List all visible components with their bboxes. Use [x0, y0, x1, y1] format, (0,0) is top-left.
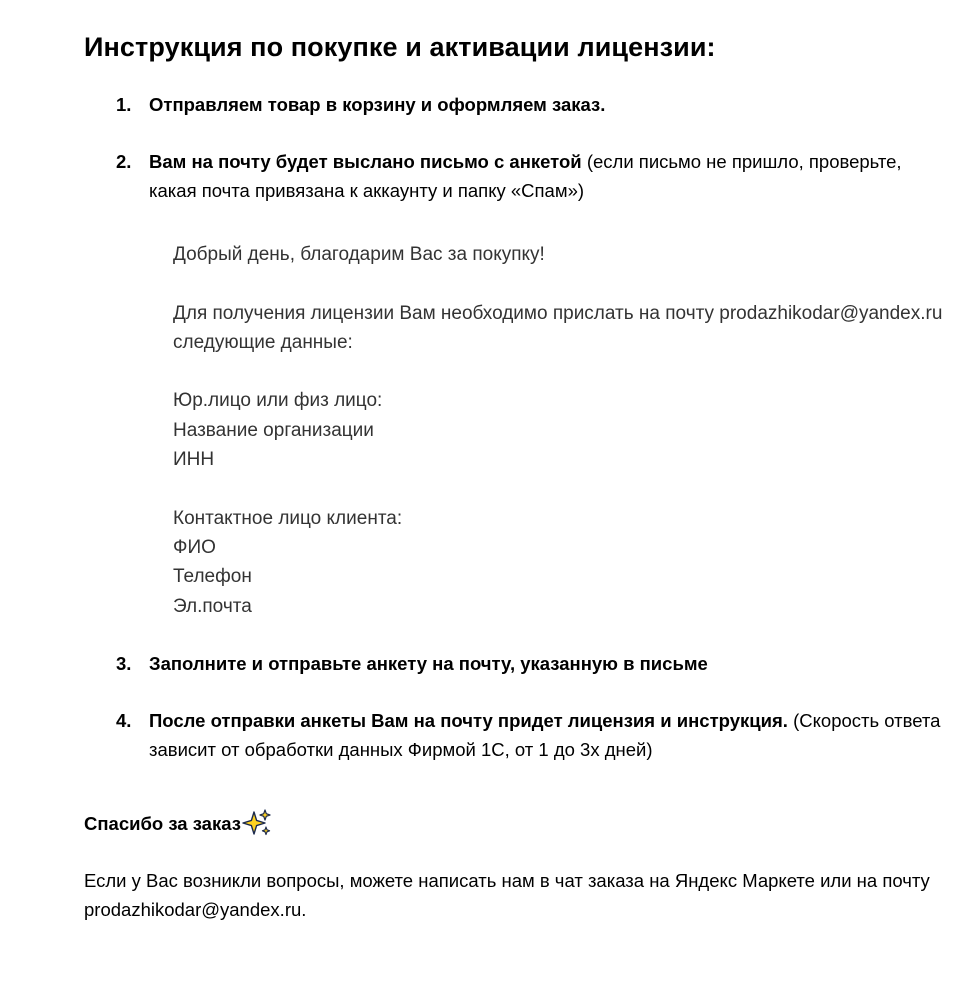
letter-inn: ИНН — [173, 449, 215, 471]
letter-email: Эл.почта — [173, 595, 252, 617]
step-bold-text: Отправляем товар в корзину и оформляем заказ. — [149, 94, 606, 115]
step-2 — [116, 147, 949, 205]
step-4 — [116, 706, 949, 764]
step-bold-text: После отправки анкеты Вам на почту придет лицензия и инструкция. — [149, 710, 788, 731]
step-3 — [116, 649, 949, 678]
letter-request: Для получения лицензии Вам необходимо прислать на почту prodazhikodar@yandex.ru следующие данные: — [173, 302, 943, 353]
step-bold-text: Вам на почту будет выслано письмо с анкетой — [149, 151, 582, 172]
letter-contact-heading: Контактное лицо клиента: — [173, 507, 403, 529]
step-number: 1. — [116, 94, 132, 115]
letter-greeting: Добрый день, благодарим Вас за покупку! — [173, 244, 545, 265]
email-template — [173, 240, 973, 621]
step-1 — [116, 90, 949, 119]
page-title: Инструкция по покупке и активации лицензии: — [84, 32, 716, 62]
footer-note: Если у Вас возникли вопросы, можете написать нам в чат заказа на Яндекс Маркете или на почту prodazhikodar@yandex.ru. — [84, 870, 930, 920]
step-note-text: (если письмо не пришло, проверьте, какая почта привязана к аккаунту и папку «Спам») — [149, 151, 902, 201]
letter-phone: Телефон — [173, 566, 252, 588]
thanks-text: Спасибо за заказ — [84, 812, 241, 834]
step-number: 2. — [116, 151, 132, 172]
letter-entity-type: Юр.лицо или физ лицо: — [173, 390, 383, 412]
step-bold-text: Заполните и отправьте анкету на почту, указанную в письме — [149, 653, 708, 674]
step-number: 3. — [116, 653, 132, 674]
sparkles-icon — [242, 808, 272, 838]
step-number: 4. — [116, 710, 132, 731]
letter-fio: ФИО — [173, 536, 216, 558]
thanks-line — [84, 808, 272, 838]
step-note-text: (Скорость ответа зависит от обработки данных Фирмой 1С, от 1 до 3х дней) — [149, 710, 941, 760]
letter-org-name: Название организации — [173, 419, 374, 441]
